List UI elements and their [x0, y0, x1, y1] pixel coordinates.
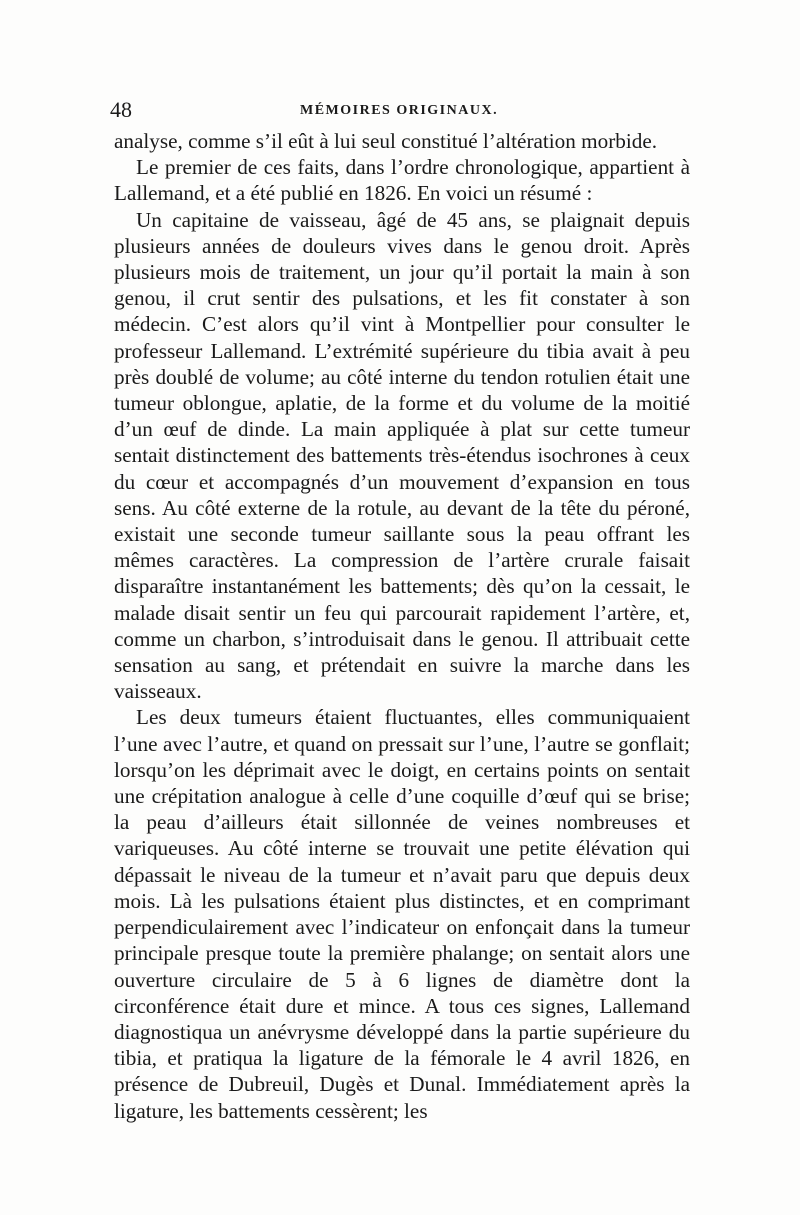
paragraph-tumor-examination: Les deux tumeurs étaient fluctuantes, elles communiquaient l’une avec l’autre, et quand on pressait sur l’une, l’autre se gonflait; lorsqu’on les déprimait avec le doigt, en certains points on sentait une crépitation analogue à celle d’une coquille d’œuf qui se brise; la peau d’ailleurs était sillonnée de veines nombreuses et variqueuses. Au côté interne se trouvait une petite élévation qui dépassait le niveau de la tumeur et n’avait paru que depuis deux mois. Là les pulsations étaient plus distinctes, et en comprimant perpendiculairement avec l’indicateur on enfonçait dans la tumeur principale presque toute la première phalange; on sentait alors une ouverture circulaire de 5 à 6 lignes de diamètre dont la circonférence était dure et mince. A tous ces signes, Lallemand diagnostiqua un anévrysme développé dans la partie supérieure du tibia, et pratiqua la ligature de la fémorale le 4 avril 1826, en présence de Dubreuil, Dugès et Dunal. Immédiatement après la ligature, les battements cessèrent; les — [114, 705, 690, 1123]
running-title: MÉMOIRES ORIGINAUX. — [300, 103, 499, 118]
paragraph-intro: Le premier de ces faits, dans l’ordre chronologique, appartient à Lallemand, et a été publié en 1826. En voici un résumé : — [114, 155, 690, 206]
page-bottom-edge — [0, 1150, 800, 1215]
paragraph-continuation: analyse, comme s’il eût à lui seul constitué l’altération morbide. — [114, 129, 658, 153]
body-text — [114, 128, 690, 1124]
running-head — [110, 98, 690, 122]
paragraph-case-description: Un capitaine de vaisseau, âgé de 45 ans, se plaignait depuis plusieurs années de douleurs vives dans le genou droit. Après plusieurs mois de traitement, un jour qu’il portait la main à son genou, il crut sentir des pulsations, et les fit constater à son médecin. C’est alors qu’il vint à Montpellier pour consulter le professeur Lallemand. L’extrémité supérieure du tibia avait à peu près doublé de volume; au côté interne du tendon rotulien était une tumeur oblongue, aplatie, de la forme et du volume de la moitié d’un œuf de dinde. La main appliquée à plat sur cette tumeur sentait distinctement des battements très-étendus isochrones à ceux du cœur et accompagnés d’un mouvement d’expansion en tous sens. Au côté externe de la rotule, au devant de la tête du péroné, existait une seconde tumeur saillante sous la peau offrant les mêmes caractères. La compression de l’artère crurale faisait disparaître instantanément les battements; dès qu’on la cessait, le malade disait sentir un feu qui parcourait rapidement l’artère, et, comme un charbon, s’introduisait dans le genou. Il attribuait cette sensation au sang, et prétendait en suivre la marche dans les vaisseaux. — [114, 207, 690, 704]
page-number: 48 — [110, 97, 132, 122]
